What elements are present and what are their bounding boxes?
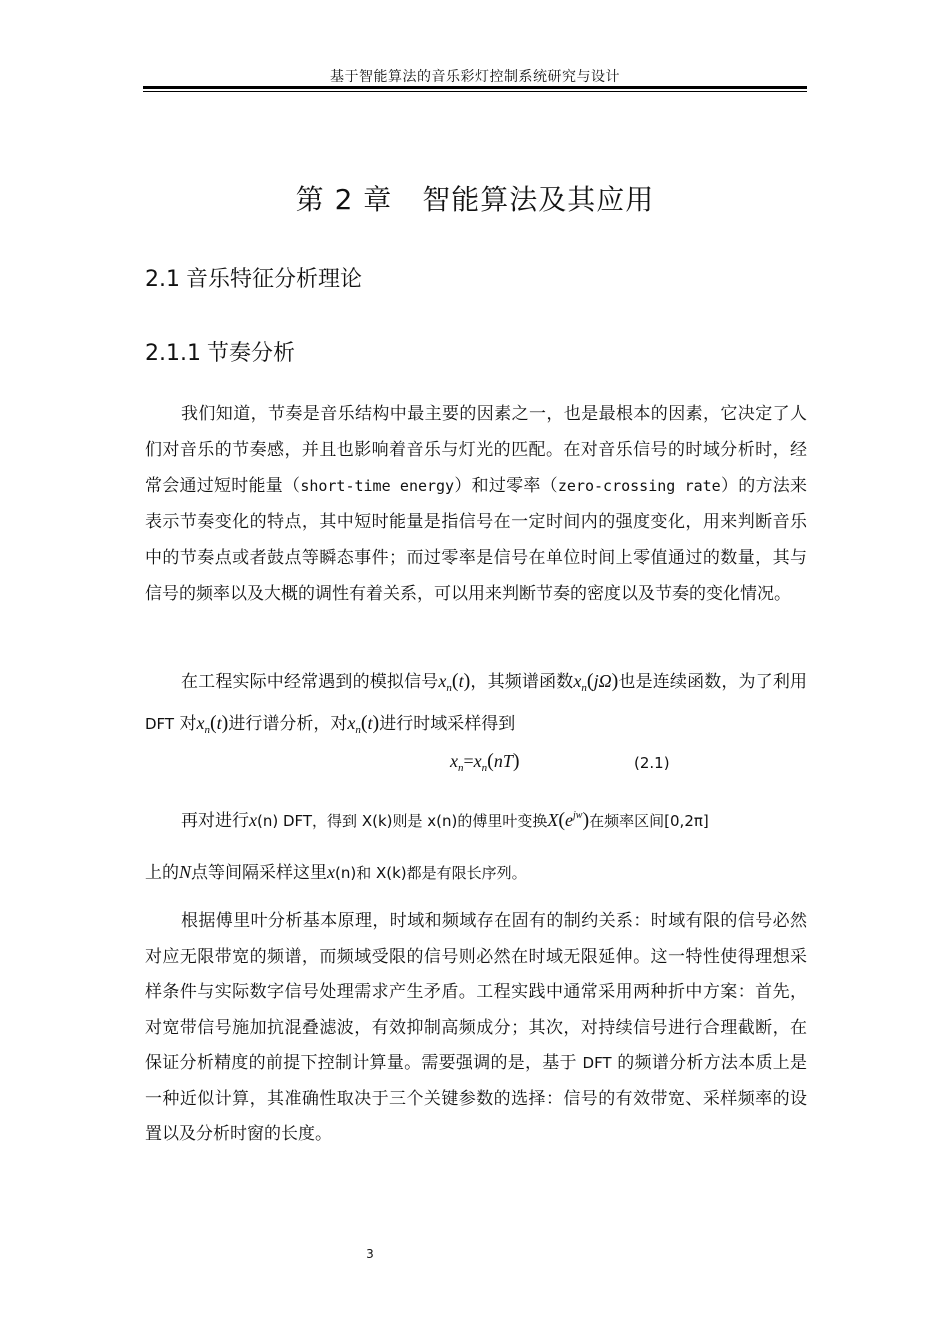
header-rule-thick xyxy=(143,86,807,89)
term-dft-2: DFT xyxy=(582,1054,612,1072)
chapter-number: 第 2 章 xyxy=(295,183,393,216)
subsection-title: 节奏分析 xyxy=(206,341,295,366)
term-zero-crossing-rate: zero-crossing rate xyxy=(557,477,721,495)
equation-number: (2.1) xyxy=(634,754,670,772)
page-number: 3 xyxy=(366,1247,374,1261)
section-title: 音乐特征分析理论 xyxy=(186,267,363,292)
section-number: 2.1 xyxy=(145,267,180,292)
chapter-name: 智能算法及其应用 xyxy=(422,183,655,216)
equation-2-1: $x_n=x_n(nT)$ xyxy=(450,750,520,774)
subsection-number: 2.1.1 xyxy=(145,341,201,366)
section-heading-2-1 xyxy=(145,262,362,293)
math-xn-t-2: $x_n(t)$ xyxy=(196,712,229,736)
header-rule-thin xyxy=(143,91,807,92)
section-heading-2-1-1 xyxy=(145,336,295,367)
math-xn-t-3: $x_n(t)$ xyxy=(347,712,380,736)
paragraph-fourier-tradeoff: 根据傅里叶分析基本原理，时域和频域存在固有的制约关系：时域有限的信号必然对应无限带宽的频谱，而频域受限的信号则必然在时域无限延伸。这一特性使得理想采样条件与实际数字信号处理需求产生矛盾。工程实践中通常采用两种折中方案：首先，对宽带信号施加抗混叠滤波，有效抑制高频成分；其次，对持续信号进行合理截断，在保证分析精度的前提下控制计算量。需要强调的是，基于 DFT 的频谱分析方法本质上是一种近似计算，其准确性取决于三个关键参数的选择：信号的有效带宽、采样频率的设置以及分析时窗的长度。 xyxy=(145,911,808,1144)
text-line-sampling: 上的N点等间隔采样这里x(n)和 X(k)都是有限长序列。 xyxy=(145,862,527,883)
text-line-dft-transform: 再对进行x(n) DFT，得到 X(k)则是 x(n)的傅里叶变换$X(e^{jw})$在频率区间[0,2π] xyxy=(181,809,709,831)
running-header: 基于智能算法的音乐彩灯控制系统研究与设计 xyxy=(330,69,620,85)
chapter-title xyxy=(0,178,950,218)
paragraph-rhythm: 我们知道，节奏是音乐结构中最主要的因素之一，也是最根本的因素，它决定了人们对音乐的节奏感，并且也影响着音乐与灯光的匹配。在对音乐信号的时域分析时，经常会通过短时能量（short-time energy）和过零率（zero-crossing rate）的方法来表示节奏变化的特点，其中短时能量是指信号在一定时间内的强度变化，用来判断音乐中的节奏点或者鼓点等瞬态事件；而过零率是信号在单位时间上零值通过的数量，其与信号的频率以及大概的调性有着关系，可以用来判断节奏的密度以及节奏的变化情况。 xyxy=(145,404,808,604)
math-xn-t: $x_n(t)$ xyxy=(438,670,471,694)
term-short-time-energy: short-time energy xyxy=(300,477,455,495)
math-X-e-jw: $X(e^{jw})$ xyxy=(547,809,590,831)
paragraph-analog-signal: 在工程实际中经常遇到的模拟信号$x_n(t)$，其频谱函数$x_n(j\Omega)$也是连续函数，为了利用 DFT 对$x_n(t)$进行谱分析，对$x_n(t)$进行时域采样得到 xyxy=(145,670,808,736)
term-dft: DFT xyxy=(145,715,175,733)
math-xn-jomega: $x_n(j\Omega)$ xyxy=(573,670,619,694)
